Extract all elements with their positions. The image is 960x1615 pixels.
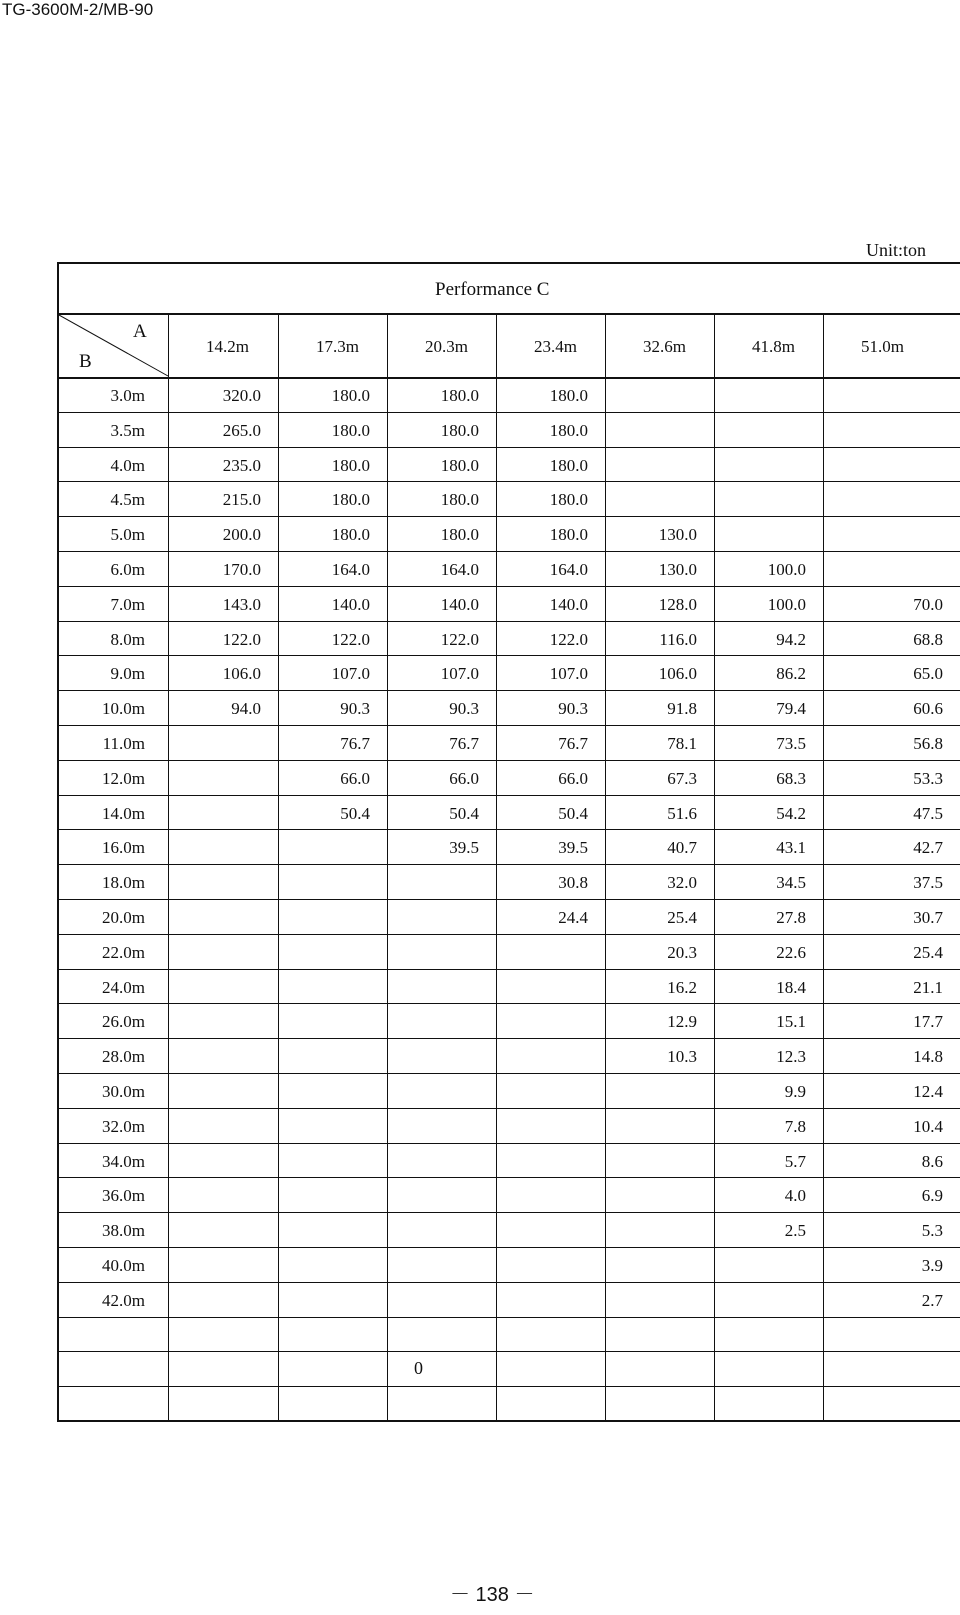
table-cell: 5.3 — [921, 1221, 943, 1241]
table-cell: 100.0 — [767, 560, 806, 579]
table-cell: 56.8 — [913, 734, 943, 753]
row-radius-label: 5.0m — [110, 525, 145, 545]
table-cell: 164.0 — [331, 560, 370, 579]
table-cell: 65.0 — [913, 664, 943, 684]
table-cell: 91.8 — [667, 699, 697, 719]
table-cell: 100.0 — [767, 594, 806, 614]
table-cell: 37.5 — [913, 873, 943, 893]
table-cell: 180.0 — [440, 525, 479, 545]
table-cell: 180.0 — [331, 386, 370, 405]
table-cell: 12.4 — [913, 1082, 943, 1101]
row-radius-label: 16.0m — [102, 838, 145, 858]
row-radius-label: 3.0m — [110, 386, 145, 405]
row-radius-label: 40.0m — [102, 1256, 145, 1275]
table-cell: 42.7 — [913, 838, 943, 858]
row-radius-label: 12.0m — [102, 768, 145, 788]
table-cell: 34.5 — [776, 873, 806, 893]
table-cell: 180.0 — [440, 490, 479, 510]
table-cell: 116.0 — [659, 629, 697, 649]
column-header: 17.3m — [316, 337, 359, 356]
table-cell: 3.9 — [921, 1256, 943, 1275]
table-cell: 12.9 — [667, 1012, 697, 1032]
table-cell: 10.3 — [667, 1047, 697, 1067]
row-radius-label: 20.0m — [102, 908, 145, 927]
table-cell: 79.4 — [776, 699, 806, 719]
row-radius-label: 6.0m — [110, 560, 145, 579]
table-cell: 180.0 — [440, 386, 479, 405]
table-cell: 25.4 — [667, 908, 697, 927]
table-cell: 47.5 — [913, 803, 943, 823]
row-radius-label: 42.0m — [102, 1290, 145, 1310]
table-cell: 24.4 — [558, 908, 588, 927]
table-cell: 106.0 — [222, 664, 261, 684]
table-cell: 14.8 — [913, 1047, 943, 1067]
table-cell: 76.7 — [449, 734, 479, 753]
table-cell: 17.7 — [913, 1012, 943, 1032]
table-cell: 265.0 — [222, 420, 261, 440]
table-cell: 54.2 — [776, 803, 806, 823]
table-cell: 78.1 — [667, 734, 697, 753]
table-cell: 130.0 — [658, 560, 697, 579]
table-cell: 128.0 — [658, 594, 697, 614]
table-cell: 180.0 — [440, 455, 479, 475]
table-cell: 32.0 — [667, 873, 697, 893]
table-cell: 60.6 — [913, 699, 943, 719]
table-cell: 66.0 — [449, 768, 479, 788]
table-cell: 68.8 — [913, 629, 943, 649]
table-cell: 180.0 — [549, 525, 588, 545]
table-cell: 143.0 — [222, 594, 261, 614]
table-cell: 180.0 — [549, 386, 588, 405]
table-cell: 180.0 — [331, 420, 370, 440]
column-header: 41.8m — [752, 337, 795, 356]
table-cell: 140.0 — [549, 594, 588, 614]
table-cell: 43.1 — [776, 838, 806, 858]
row-radius-label: 36.0m — [102, 1186, 145, 1206]
table-cell: 180.0 — [331, 525, 370, 545]
table-cell: 130.0 — [658, 525, 697, 545]
table-cell: 180.0 — [331, 490, 370, 510]
table-cell: 122.0 — [331, 629, 370, 649]
table-cell: 9.9 — [784, 1082, 806, 1101]
table-cell: 30.8 — [558, 873, 588, 893]
table-cell: 5.7 — [784, 1151, 806, 1171]
table-cell: 16.2 — [667, 977, 697, 997]
column-header: 14.2m — [206, 337, 249, 356]
column-header: 32.6m — [643, 337, 686, 356]
table-cell: 4.0 — [784, 1186, 806, 1206]
row-radius-label: 24.0m — [102, 977, 145, 997]
row-radius-label: 14.0m — [102, 803, 145, 823]
table-cell: 90.3 — [558, 699, 588, 719]
column-header: 51.0m — [861, 337, 904, 356]
table-cell: 180.0 — [440, 420, 479, 440]
table-cell: 73.5 — [776, 734, 806, 753]
table-cell: 30.7 — [913, 908, 943, 927]
table-cell: 27.8 — [776, 908, 806, 927]
row-radius-label: 26.0m — [102, 1012, 145, 1032]
corner-label-b: B — [79, 351, 92, 372]
row-radius-label: 30.0m — [102, 1082, 145, 1101]
table-cell: 140.0 — [331, 594, 370, 614]
table-cell: 94.2 — [776, 629, 806, 649]
table-cell: 180.0 — [549, 420, 588, 440]
table-cell: 140.0 — [440, 594, 479, 614]
table-cell: 50.4 — [449, 803, 479, 823]
table-cell: 40.7 — [667, 838, 697, 858]
row-radius-label: 32.0m — [102, 1116, 145, 1136]
table-cell: 25.4 — [913, 942, 943, 962]
table-cell: 200.0 — [222, 525, 261, 545]
table-cell: 90.3 — [449, 699, 479, 719]
table-cell: 164.0 — [440, 560, 479, 579]
table-cell: 66.0 — [558, 768, 588, 788]
table-cell: 180.0 — [549, 455, 588, 475]
corner-diagonal — [59, 315, 169, 377]
table-cell: 86.2 — [776, 664, 806, 684]
row-radius-label: 4.5m — [110, 490, 145, 510]
table-cell: 122.0 — [549, 629, 588, 649]
row-radius-label: 18.0m — [102, 873, 145, 893]
table-cell: 76.7 — [340, 734, 370, 753]
document-id: TG-3600M-2/MB-90 — [2, 0, 154, 19]
table-cell: 8.6 — [921, 1151, 943, 1171]
row-radius-label: 28.0m — [102, 1047, 145, 1067]
table-cell: 107.0 — [331, 664, 370, 684]
table-cell: 76.7 — [558, 734, 588, 753]
table-cell: 94.0 — [231, 699, 261, 719]
table-cell: 215.0 — [222, 490, 261, 510]
table-cell: 7.8 — [784, 1116, 806, 1136]
table-cell: 107.0 — [549, 664, 588, 684]
table-cell: 39.5 — [449, 838, 479, 858]
table-cell: 12.3 — [776, 1047, 806, 1067]
row-radius-label: 22.0m — [102, 942, 145, 962]
row-radius-label: 10.0m — [102, 699, 145, 719]
table-cell: 320.0 — [222, 386, 261, 405]
row-divider — [59, 1386, 960, 1387]
corner-label-a: A — [133, 321, 147, 342]
table-cell: 50.4 — [558, 803, 588, 823]
table-cell: 50.4 — [340, 803, 370, 823]
table-cell: 2.5 — [784, 1221, 806, 1241]
table-cell: 90.3 — [340, 699, 370, 719]
table-cell: 235.0 — [222, 455, 261, 475]
table-cell: 15.1 — [776, 1012, 806, 1032]
table-cell: 106.0 — [658, 664, 697, 684]
table-cell: 10.4 — [913, 1116, 943, 1136]
unit-label: Unit:ton — [866, 240, 927, 260]
table-cell: 20.3 — [667, 942, 697, 962]
row-radius-label: 3.5m — [110, 420, 145, 440]
table-grid — [59, 264, 960, 1424]
row-radius-label: 34.0m — [102, 1151, 145, 1171]
row-divider — [59, 1351, 960, 1352]
row-radius-label: 38.0m — [102, 1221, 145, 1241]
table-cell: 170.0 — [222, 560, 261, 579]
row-radius-label: 7.0m — [110, 594, 145, 614]
table-cell: 164.0 — [549, 560, 588, 579]
footer-value: 0 — [414, 1358, 423, 1378]
table-cell: 122.0 — [222, 629, 261, 649]
table-title: Performance C — [435, 279, 550, 300]
table-cell: 21.1 — [913, 977, 943, 997]
performance-table — [57, 262, 960, 1422]
row-radius-label: 8.0m — [110, 629, 145, 649]
table-cell: 22.6 — [776, 942, 806, 962]
table-cell: 39.5 — [558, 838, 588, 858]
table-cell: 66.0 — [340, 768, 370, 788]
table-cell: 107.0 — [440, 664, 479, 684]
column-header: 20.3m — [425, 337, 468, 356]
table-cell: 6.9 — [921, 1186, 943, 1206]
table-cell: 68.3 — [776, 768, 806, 788]
row-radius-label: 4.0m — [110, 455, 145, 475]
column-header: 23.4m — [534, 337, 577, 356]
row-radius-label: 9.0m — [110, 664, 145, 684]
table-cell: 70.0 — [913, 594, 943, 614]
row-radius-label: 11.0m — [102, 734, 145, 753]
table-cell: 122.0 — [440, 629, 479, 649]
table-cell: 67.3 — [667, 768, 697, 788]
table-cell: 51.6 — [667, 803, 697, 823]
page-number: － 138 － — [450, 1584, 535, 1606]
table-cell: 2.7 — [921, 1290, 943, 1310]
table-cell: 180.0 — [331, 455, 370, 475]
table-cell: 53.3 — [913, 768, 943, 788]
table-cell: 18.4 — [776, 977, 806, 997]
table-cell: 180.0 — [549, 490, 588, 510]
